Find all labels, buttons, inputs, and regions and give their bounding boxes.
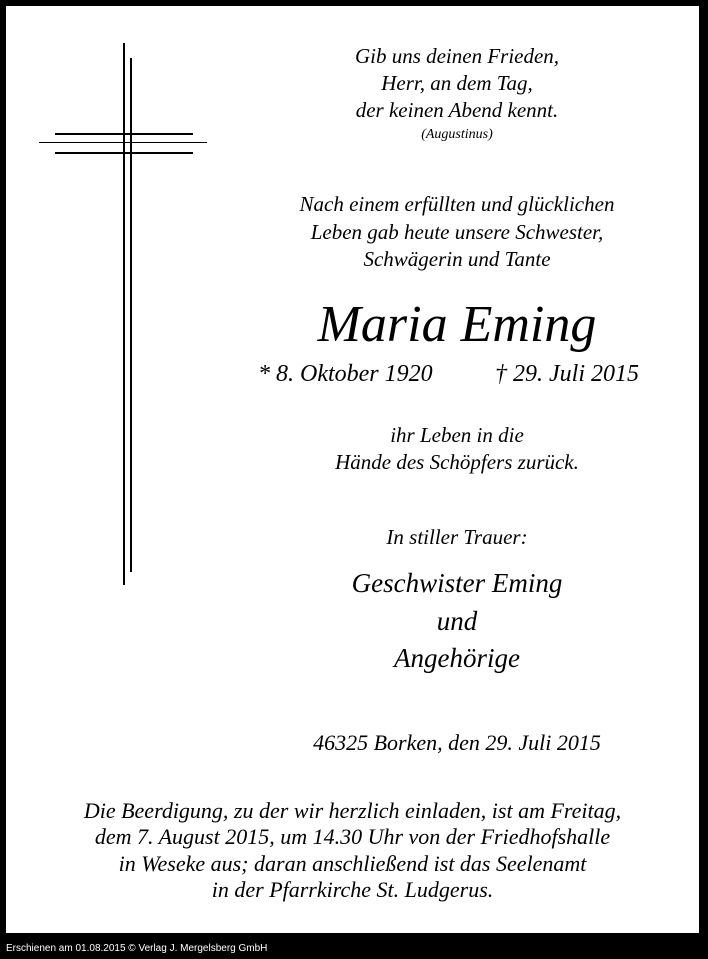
quote-author: (Augustinus) xyxy=(421,127,493,142)
place-date: 46325 Borken, den 29. Juli 2015 xyxy=(313,730,601,755)
family-line: Geschwister Eming xyxy=(351,568,563,598)
quote-line: Herr, an dem Tag, xyxy=(381,71,533,95)
publication-footer: Erschienen am 01.08.2015 © Verlag J. Mergelsberg GmbH xyxy=(6,943,268,954)
return-line: ihr Leben in die xyxy=(390,423,524,447)
funeral-line: Die Beerdigung, zu der wir herzlich einladen, ist am Freitag, xyxy=(83,798,622,823)
funeral-line: in der Pfarrkirche St. Ludgerus. xyxy=(211,877,494,902)
funeral-line: in Weseke aus; daran anschließend ist das Seelenamt xyxy=(118,851,587,876)
birth-date: * 8. Oktober 1920 xyxy=(258,361,433,387)
death-date: † 29. Juli 2015 xyxy=(495,361,639,387)
quote-line: der keinen Abend kennt. xyxy=(355,98,559,122)
obituary-card xyxy=(6,6,699,933)
intro-line: Schwägerin und Tante xyxy=(363,247,551,271)
intro-line: Nach einem erfüllten und glücklichen xyxy=(299,192,615,216)
deceased-name: Maria Eming xyxy=(317,296,597,353)
quote-line: Gib uns deinen Frieden, xyxy=(354,44,560,68)
funeral-line: dem 7. August 2015, um 14.30 Uhr von der Friedhofshalle xyxy=(94,824,611,849)
family-line: Angehörige xyxy=(394,643,520,673)
mourning-label: In stiller Trauer: xyxy=(386,525,528,549)
return-line: Hände des Schöpfers zurück. xyxy=(335,450,579,474)
intro-line: Leben gab heute unsere Schwester, xyxy=(310,220,604,244)
family-line: und xyxy=(436,606,478,636)
